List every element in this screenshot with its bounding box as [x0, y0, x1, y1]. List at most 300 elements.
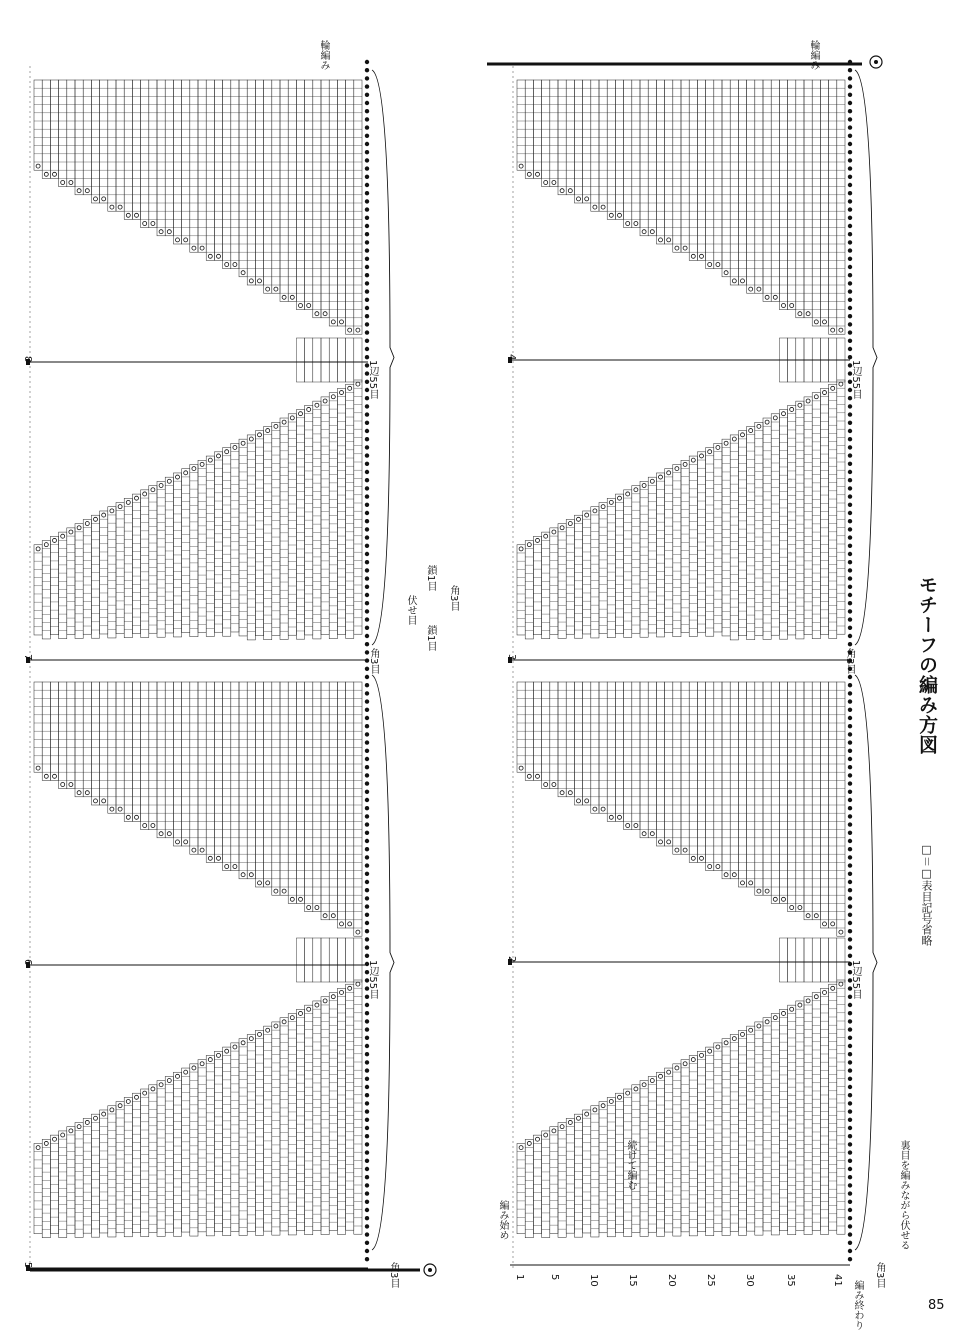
yarn-over-mark — [53, 172, 57, 176]
bead-row-bottom — [365, 199, 369, 203]
bead-row-bottom — [365, 445, 369, 449]
bead-row-bottom — [365, 1191, 369, 1195]
spine-column — [820, 938, 828, 982]
yarn-over-mark — [560, 791, 564, 795]
yarn-over-mark — [274, 1024, 278, 1028]
yarn-over-mark — [757, 287, 761, 291]
yarn-over-mark — [340, 320, 344, 324]
yarn-over-mark — [282, 420, 286, 424]
spine-column — [313, 938, 321, 982]
yarn-over-mark — [683, 246, 687, 250]
yarn-over-mark — [69, 181, 73, 185]
bead-row-bottom — [365, 1183, 369, 1187]
yarn-over-mark — [36, 164, 40, 168]
spine-column — [329, 338, 337, 382]
yarn-over-mark — [609, 815, 613, 819]
yarn-over-mark — [36, 766, 40, 770]
yarn-over-mark — [732, 873, 736, 877]
bead-row-bottom — [365, 1093, 369, 1097]
yarn-over-mark — [151, 824, 155, 828]
bead-row-top — [848, 1003, 852, 1007]
bead-row-top — [848, 503, 852, 507]
yarn-over-mark — [757, 1024, 761, 1028]
bead-row-top — [848, 166, 852, 170]
bead-row-top — [848, 937, 852, 941]
yarn-over-mark — [151, 488, 155, 492]
stitch-column — [771, 682, 779, 903]
segment-number: 4 — [506, 354, 517, 361]
yarn-over-mark — [667, 1070, 671, 1074]
bead-row-bottom — [365, 1027, 369, 1031]
yarn-over-mark — [61, 534, 65, 538]
yarn-over-mark — [741, 279, 745, 283]
bead-row-top — [848, 576, 852, 580]
bead-row-top — [848, 273, 852, 277]
stitch-column — [706, 448, 714, 637]
stitch-column — [165, 477, 173, 633]
bead-row-bottom — [365, 642, 369, 646]
bead-row-top — [848, 494, 852, 498]
bead-row-top — [848, 609, 852, 613]
segment-number: 6 — [22, 959, 33, 966]
bead-row-top — [848, 1134, 852, 1138]
stitch-column — [779, 682, 787, 903]
bead-row-bottom — [365, 109, 369, 113]
yarn-over-mark — [249, 437, 253, 441]
stitch-column — [124, 682, 132, 821]
bead-row-top — [848, 1249, 852, 1253]
bead-row-bottom — [365, 314, 369, 318]
bead-row-top — [848, 68, 852, 72]
yarn-over-mark — [536, 172, 540, 176]
yarn-over-mark — [659, 1074, 663, 1078]
bead-row-top — [848, 1011, 852, 1015]
yarn-over-mark — [94, 197, 98, 201]
bead-row-bottom — [365, 101, 369, 105]
bead-row-bottom — [365, 240, 369, 244]
bead-row-top — [848, 535, 852, 539]
yarn-over-mark — [110, 807, 114, 811]
bead-row-top — [848, 716, 852, 720]
yarn-over-mark — [159, 484, 163, 488]
stitch-column — [640, 1081, 648, 1237]
stitch-column — [91, 1114, 99, 1237]
yarn-over-mark — [200, 246, 204, 250]
yarn-over-mark — [814, 914, 818, 918]
bead-row-bottom — [365, 626, 369, 630]
yarn-over-mark — [568, 522, 572, 526]
bead-row-bottom — [365, 257, 369, 261]
bead-row-bottom — [365, 60, 369, 64]
bead-row-top — [848, 945, 852, 949]
yarn-over-mark — [176, 475, 180, 479]
stitch-column — [346, 80, 354, 334]
yarn-over-mark — [151, 1087, 155, 1091]
stitch-column — [829, 80, 837, 334]
yarn-over-mark — [708, 263, 712, 267]
bead-row-top — [848, 822, 852, 826]
yarn-over-mark — [650, 230, 654, 234]
yarn-over-mark — [749, 1028, 753, 1032]
stitch-column — [714, 80, 722, 269]
segment-number: 8 — [22, 356, 33, 363]
bead-row-top — [848, 601, 852, 605]
bead-row-bottom — [365, 1208, 369, 1212]
stitch-column — [288, 80, 296, 301]
yarn-over-mark — [102, 513, 106, 517]
yarn-over-mark — [299, 412, 303, 416]
stitch-column — [124, 80, 132, 219]
yarn-over-mark — [765, 889, 769, 893]
stitch-column — [223, 80, 231, 269]
bead-row-bottom — [365, 937, 369, 941]
yarn-over-mark — [732, 437, 736, 441]
bead-row-bottom — [365, 273, 369, 277]
yarn-over-mark — [634, 488, 638, 492]
spine-column — [779, 938, 787, 982]
bead-row-bottom — [365, 1109, 369, 1113]
bead-row-top — [848, 740, 852, 744]
bead-row-bottom — [365, 863, 369, 867]
bead-row-top — [848, 1068, 852, 1072]
bead-row-bottom — [365, 880, 369, 884]
side-count-top-1: 1辺55目 — [850, 360, 861, 400]
yarn-over-mark — [765, 1020, 769, 1024]
yarn-over-mark — [331, 395, 335, 399]
stitch-column — [517, 545, 525, 635]
stitch-column — [706, 1047, 714, 1236]
yarn-over-mark — [323, 914, 327, 918]
bead-row-bottom — [365, 896, 369, 900]
bead-row-top — [848, 1044, 852, 1048]
bead-row-top — [848, 248, 852, 252]
stitch-column — [100, 1110, 108, 1233]
bead-row-bottom — [365, 634, 369, 638]
stitch-column — [607, 1097, 615, 1236]
bead-row-bottom — [365, 93, 369, 97]
stitch-column — [648, 1076, 656, 1232]
yarn-over-mark — [823, 391, 827, 395]
stitch-column — [354, 980, 362, 1234]
stitch-column — [321, 397, 329, 635]
ring-knit-label-bottom: 輪編み — [318, 40, 329, 70]
bead-row-top — [848, 585, 852, 589]
bead-row-bottom — [365, 421, 369, 425]
bead-row-bottom — [365, 183, 369, 187]
yarn-over-mark — [806, 399, 810, 403]
stitch-column — [648, 80, 656, 236]
stitch-column — [247, 80, 255, 285]
yarn-over-mark — [806, 914, 810, 918]
yarn-over-mark — [782, 412, 786, 416]
bead-row-top — [848, 765, 852, 769]
bead-row-bottom — [365, 781, 369, 785]
spine-column — [329, 938, 337, 982]
bead-row-bottom — [365, 232, 369, 236]
yarn-over-mark — [716, 1045, 720, 1049]
bead-row-top — [848, 872, 852, 876]
spine-column — [346, 338, 354, 382]
bead-row-bottom — [365, 1224, 369, 1228]
yarn-over-mark — [225, 450, 229, 454]
stitch-column — [779, 1009, 787, 1230]
yarn-over-mark — [585, 799, 589, 803]
stitch-column — [730, 80, 738, 285]
yarn-over-mark — [307, 407, 311, 411]
yarn-over-mark — [323, 399, 327, 403]
spine-column — [812, 938, 820, 982]
bead-row-bottom — [365, 1060, 369, 1064]
bead-row-top — [848, 691, 852, 695]
stitch-column — [100, 511, 108, 634]
yarn-over-mark — [659, 238, 663, 242]
stitch-column — [157, 682, 165, 838]
yarn-over-mark — [675, 467, 679, 471]
stitch-column — [165, 682, 173, 838]
bead-row-top — [848, 1077, 852, 1081]
yarn-over-mark — [69, 1129, 73, 1133]
yarn-over-mark — [782, 304, 786, 308]
bead-row-bottom — [365, 831, 369, 835]
stitch-column — [804, 80, 812, 318]
bead-row-top — [848, 191, 852, 195]
stitch-column — [837, 80, 845, 334]
yarn-over-mark — [823, 922, 827, 926]
spine-column — [354, 338, 362, 382]
stitch-column — [640, 80, 648, 236]
yarn-over-mark — [258, 433, 262, 437]
row-axis-tick: 5 — [549, 1274, 560, 1281]
yarn-over-mark — [773, 1016, 777, 1020]
yarn-over-mark — [593, 807, 597, 811]
bead-row-bottom — [365, 289, 369, 293]
bead-row-bottom — [365, 1011, 369, 1015]
bead-row-bottom — [365, 404, 369, 408]
bead-row-top — [848, 699, 852, 703]
yarn-over-mark — [282, 295, 286, 299]
stitch-column — [34, 80, 42, 170]
yarn-over-mark — [192, 246, 196, 250]
corner-label-top: 角3目 — [844, 648, 855, 675]
bead-row-top — [848, 1052, 852, 1056]
bead-row-top — [848, 322, 852, 326]
yarn-over-mark — [831, 986, 835, 990]
bead-row-bottom — [365, 749, 369, 753]
yarn-over-mark — [642, 484, 646, 488]
stitch-column — [321, 80, 329, 318]
stitch-column — [288, 1014, 296, 1235]
stitch-column — [681, 682, 689, 854]
yarn-over-mark — [708, 450, 712, 454]
bead-row-bottom — [365, 511, 369, 515]
yarn-over-mark — [110, 509, 114, 513]
yarn-over-mark — [839, 328, 843, 332]
yarn-over-mark — [266, 1028, 270, 1032]
stitch-column — [157, 1081, 165, 1237]
bead-row-top — [848, 232, 852, 236]
bead-row-bottom — [365, 1159, 369, 1163]
yarn-over-mark — [151, 222, 155, 226]
stitch-column — [198, 80, 206, 252]
yarn-over-mark — [176, 840, 180, 844]
stitch-column — [198, 460, 206, 632]
stitch-column — [648, 682, 656, 838]
spine-column — [796, 938, 804, 982]
yarn-over-mark — [560, 526, 564, 530]
yarn-over-mark — [274, 287, 278, 291]
yarn-over-mark — [798, 1003, 802, 1007]
yarn-over-mark — [765, 295, 769, 299]
bead-row-top — [848, 76, 852, 80]
yarn-over-mark — [200, 1062, 204, 1066]
bead-row-bottom — [365, 740, 369, 744]
yarn-over-mark — [340, 391, 344, 395]
yarn-over-mark — [274, 424, 278, 428]
page-number: 85 — [928, 1298, 945, 1313]
stitch-column — [574, 80, 582, 203]
stitch-column — [247, 435, 255, 640]
stitch-column — [288, 682, 296, 903]
bead-row-bottom — [365, 1044, 369, 1048]
row-axis-tick: 30 — [744, 1274, 755, 1287]
bead-row-top — [848, 125, 852, 129]
bead-row-bottom — [365, 1118, 369, 1122]
bead-row-top — [848, 921, 852, 925]
stitch-column — [313, 401, 321, 639]
bead-row-top — [848, 1118, 852, 1122]
yarn-over-mark — [839, 382, 843, 386]
bead-row-bottom — [365, 576, 369, 580]
yarn-over-mark — [290, 1016, 294, 1020]
stitch-column — [738, 682, 746, 887]
yarn-over-mark — [44, 172, 48, 176]
yarn-over-mark — [217, 454, 221, 458]
yarn-over-mark — [249, 1037, 253, 1041]
yarn-over-mark — [331, 320, 335, 324]
bead-row-top — [848, 355, 852, 359]
bead-row-bottom — [365, 601, 369, 605]
yarn-over-mark — [560, 189, 564, 193]
bead-row-bottom — [365, 281, 369, 285]
grid-layer — [34, 80, 845, 1238]
bead-row-bottom — [365, 76, 369, 80]
yarn-over-mark — [683, 462, 687, 466]
stitch-column — [264, 682, 272, 887]
stitch-column — [296, 1009, 304, 1230]
stitch-column — [738, 80, 746, 285]
stitch-column — [67, 528, 75, 635]
stitch-column — [190, 682, 198, 854]
bead-row-top — [848, 1142, 852, 1146]
yarn-over-mark — [159, 230, 163, 234]
yarn-over-mark — [798, 403, 802, 407]
yarn-over-mark — [200, 848, 204, 852]
bead-row-bottom — [365, 125, 369, 129]
yarn-over-mark — [790, 407, 794, 411]
yarn-over-mark — [806, 312, 810, 316]
stitch-column — [59, 532, 67, 639]
yarn-over-mark — [282, 889, 286, 893]
bead-row-top — [848, 109, 852, 113]
bead-row-bottom — [365, 470, 369, 474]
bead-row-top — [848, 855, 852, 859]
stitch-column — [354, 682, 362, 936]
yarn-over-mark — [69, 783, 73, 787]
bead-row-bottom — [365, 552, 369, 556]
stitch-column — [812, 682, 820, 920]
bead-row-bottom — [365, 224, 369, 228]
spine-column — [804, 938, 812, 982]
yarn-over-mark — [274, 889, 278, 893]
yarn-over-mark — [323, 999, 327, 1003]
bead-row-bottom — [365, 544, 369, 548]
bead-row-bottom — [365, 945, 369, 949]
yarn-over-mark — [536, 1137, 540, 1141]
yarn-over-mark — [552, 783, 556, 787]
yarn-over-mark — [798, 906, 802, 910]
stitch-column — [223, 448, 231, 637]
yarn-over-mark — [831, 328, 835, 332]
yarn-over-mark — [85, 189, 89, 193]
yarn-over-mark — [258, 881, 262, 885]
yarn-over-mark — [724, 441, 728, 445]
yarn-over-mark — [618, 213, 622, 217]
bead-row-bottom — [365, 478, 369, 482]
bead-row-top — [848, 552, 852, 556]
bead-row-bottom — [365, 519, 369, 523]
yarn-over-mark — [192, 1066, 196, 1070]
bead-row-top — [848, 306, 852, 310]
row-axis-tick: 1 — [514, 1274, 525, 1281]
yarn-over-mark — [331, 914, 335, 918]
ring-marker-bottom-dot — [428, 1268, 432, 1272]
stitch-column — [329, 682, 337, 920]
yarn-over-mark — [749, 429, 753, 433]
stitch-column — [296, 682, 304, 903]
bead-row-top — [848, 839, 852, 843]
yarn-over-mark — [176, 238, 180, 242]
bead-row-bottom — [365, 429, 369, 433]
yarn-over-mark — [44, 774, 48, 778]
yarn-over-mark — [258, 279, 262, 283]
spine-column — [829, 938, 837, 982]
bead-row-top — [848, 445, 852, 449]
stitch-column — [223, 682, 231, 871]
yarn-over-mark — [839, 982, 843, 986]
yarn-over-mark — [577, 197, 581, 201]
yarn-over-mark — [135, 213, 139, 217]
yarn-over-mark — [102, 799, 106, 803]
yarn-over-mark — [634, 824, 638, 828]
stitch-column — [346, 384, 354, 638]
yarn-over-mark — [241, 441, 245, 445]
gusset-label-b: 鎖1目 — [425, 625, 436, 652]
yarn-over-mark — [315, 906, 319, 910]
yarn-over-mark — [249, 279, 253, 283]
stitch-column — [124, 498, 132, 637]
stitch-column — [607, 498, 615, 637]
yarn-over-mark — [577, 799, 581, 803]
yarn-over-mark — [749, 881, 753, 885]
bead-row-top — [848, 1109, 852, 1113]
yarn-over-mark — [724, 873, 728, 877]
yarn-over-mark — [143, 824, 147, 828]
yarn-over-mark — [593, 1108, 597, 1112]
bead-row-top — [848, 1027, 852, 1031]
stitch-column — [673, 682, 681, 854]
yarn-over-mark — [192, 467, 196, 471]
yarn-over-mark — [118, 505, 122, 509]
